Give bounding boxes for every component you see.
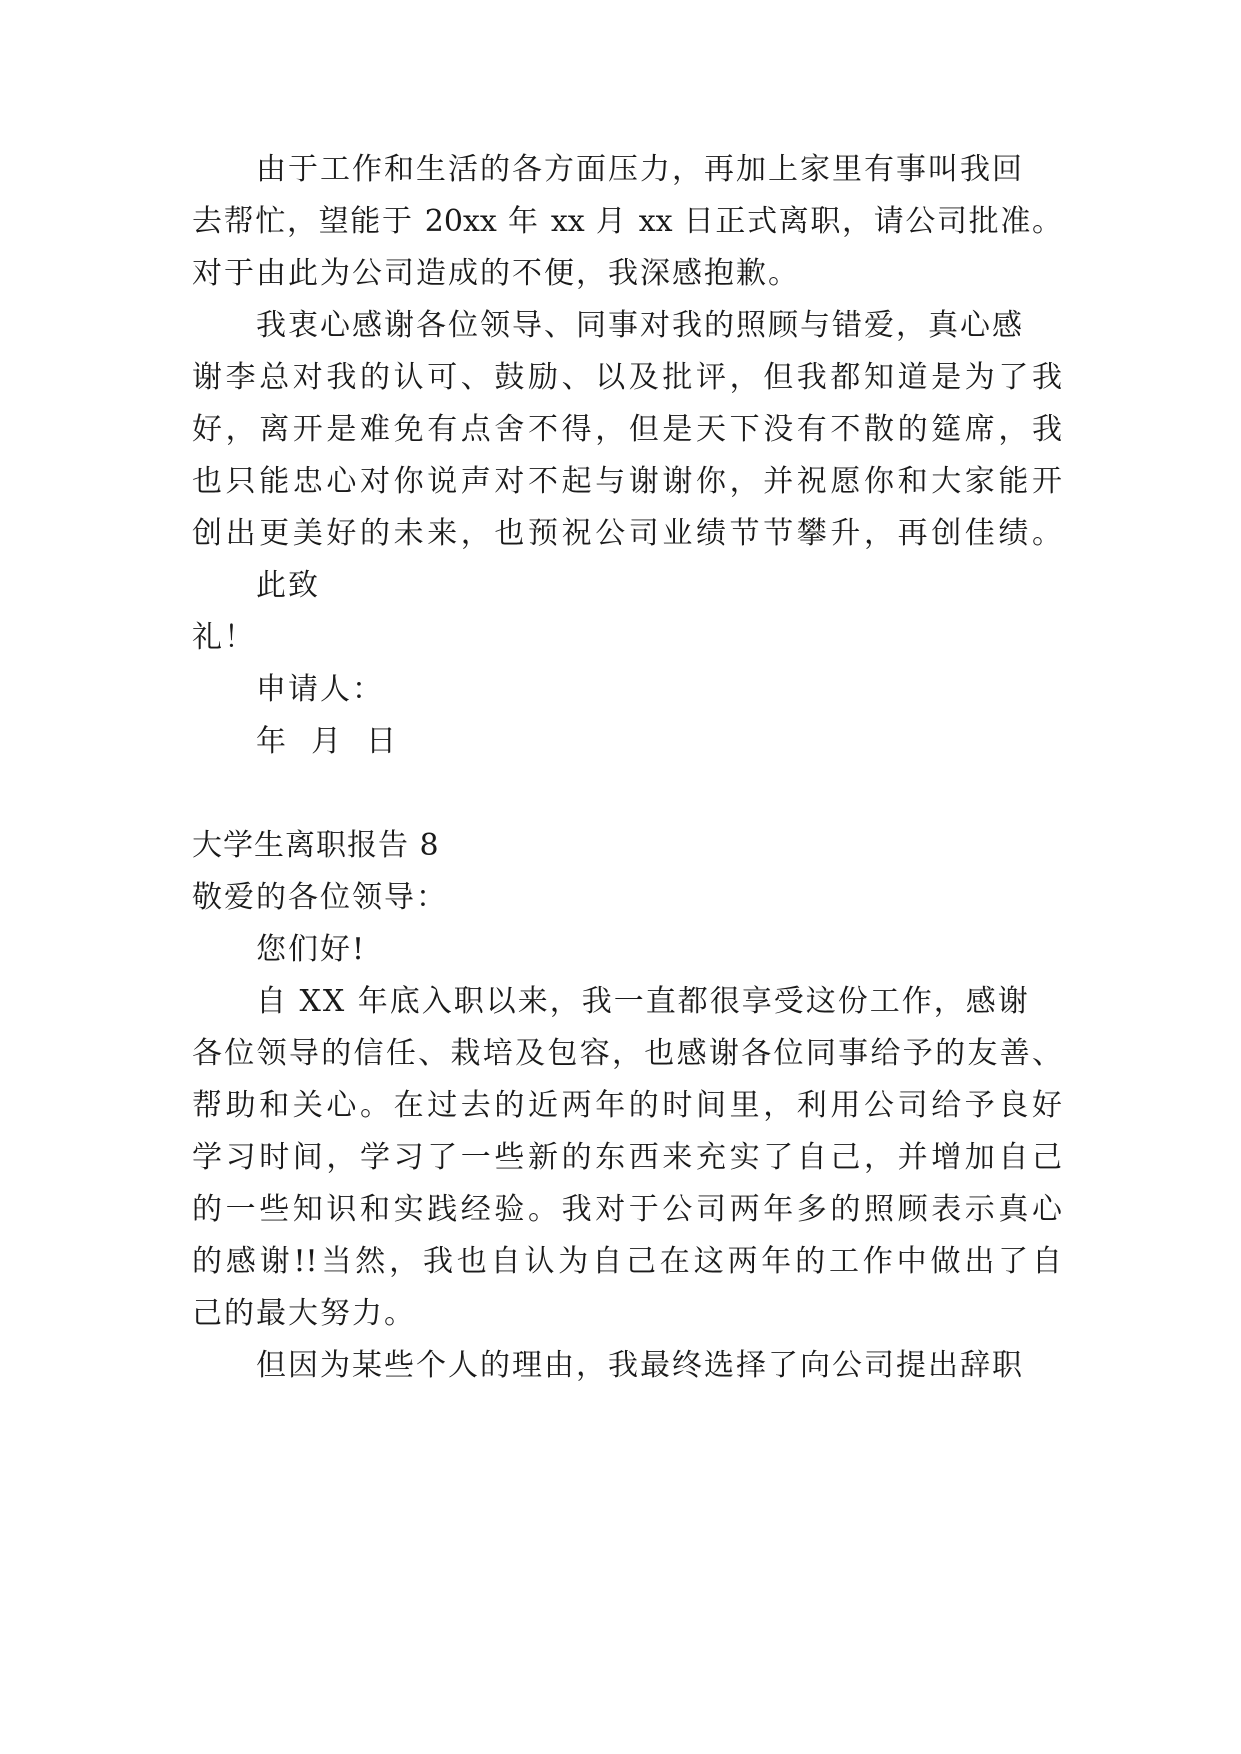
paragraph-line: 由于工作和生活的各方面压力，再加上家里有事叫我回 [256,152,1024,187]
paragraph-line: 也只能忠心对你说声对不起与谢谢你，并祝愿你和大家能开 [192,464,1062,499]
paragraph-line: 好，离开是难免有点舍不得，但是天下没有不散的筵席，我 [192,412,1062,447]
paragraph-line: 帮助和关心。在过去的近两年的时间里，利用公司给予良好 [192,1088,1062,1123]
paragraph-line: 去帮忙，望能于 20xx 年 xx 月 xx 日正式离职，请公司批准。 [192,204,1062,239]
paragraph-line: 己的最大努力。 [192,1296,416,1331]
closing-line: 此致 [256,568,320,603]
paragraph-line: 但因为某些个人的理由，我最终选择了向公司提出辞职 [256,1348,1024,1383]
paragraph-line: 谢李总对我的认可、鼓励、以及批评，但我都知道是为了我 [192,360,1062,395]
paragraph-line: 各位领导的信任、栽培及包容，也感谢各位同事给予的友善、 [192,1036,1062,1071]
paragraph-line: 学习时间，学习了一些新的东西来充实了自己，并增加自己 [192,1140,1062,1175]
paragraph-line: 自 XX 年底入职以来，我一直都很享受这份工作，感谢 [256,984,1030,1019]
paragraph-line: 创出更美好的未来，也预祝公司业绩节节攀升，再创佳绩。 [192,516,1062,551]
greeting: 您们好! [256,932,367,967]
date-line: 年 月 日 [256,724,399,759]
paragraph-line: 的一些知识和实践经验。我对于公司两年多的照顾表示真心 [192,1192,1062,1227]
applicant-label: 申请人： [256,672,384,707]
paragraph-line: 我衷心感谢各位领导、同事对我的照顾与错爱，真心感 [256,308,1024,343]
paragraph-line: 对于由此为公司造成的不便，我深感抱歉。 [192,256,800,291]
closing-line: 礼！ [192,620,256,655]
paragraph-line: 的感谢!!当然，我也自认为自己在这两年的工作中做出了自 [192,1244,1062,1279]
section-title: 大学生离职报告 8 [192,828,440,863]
salutation: 敬爱的各位领导： [192,880,448,915]
